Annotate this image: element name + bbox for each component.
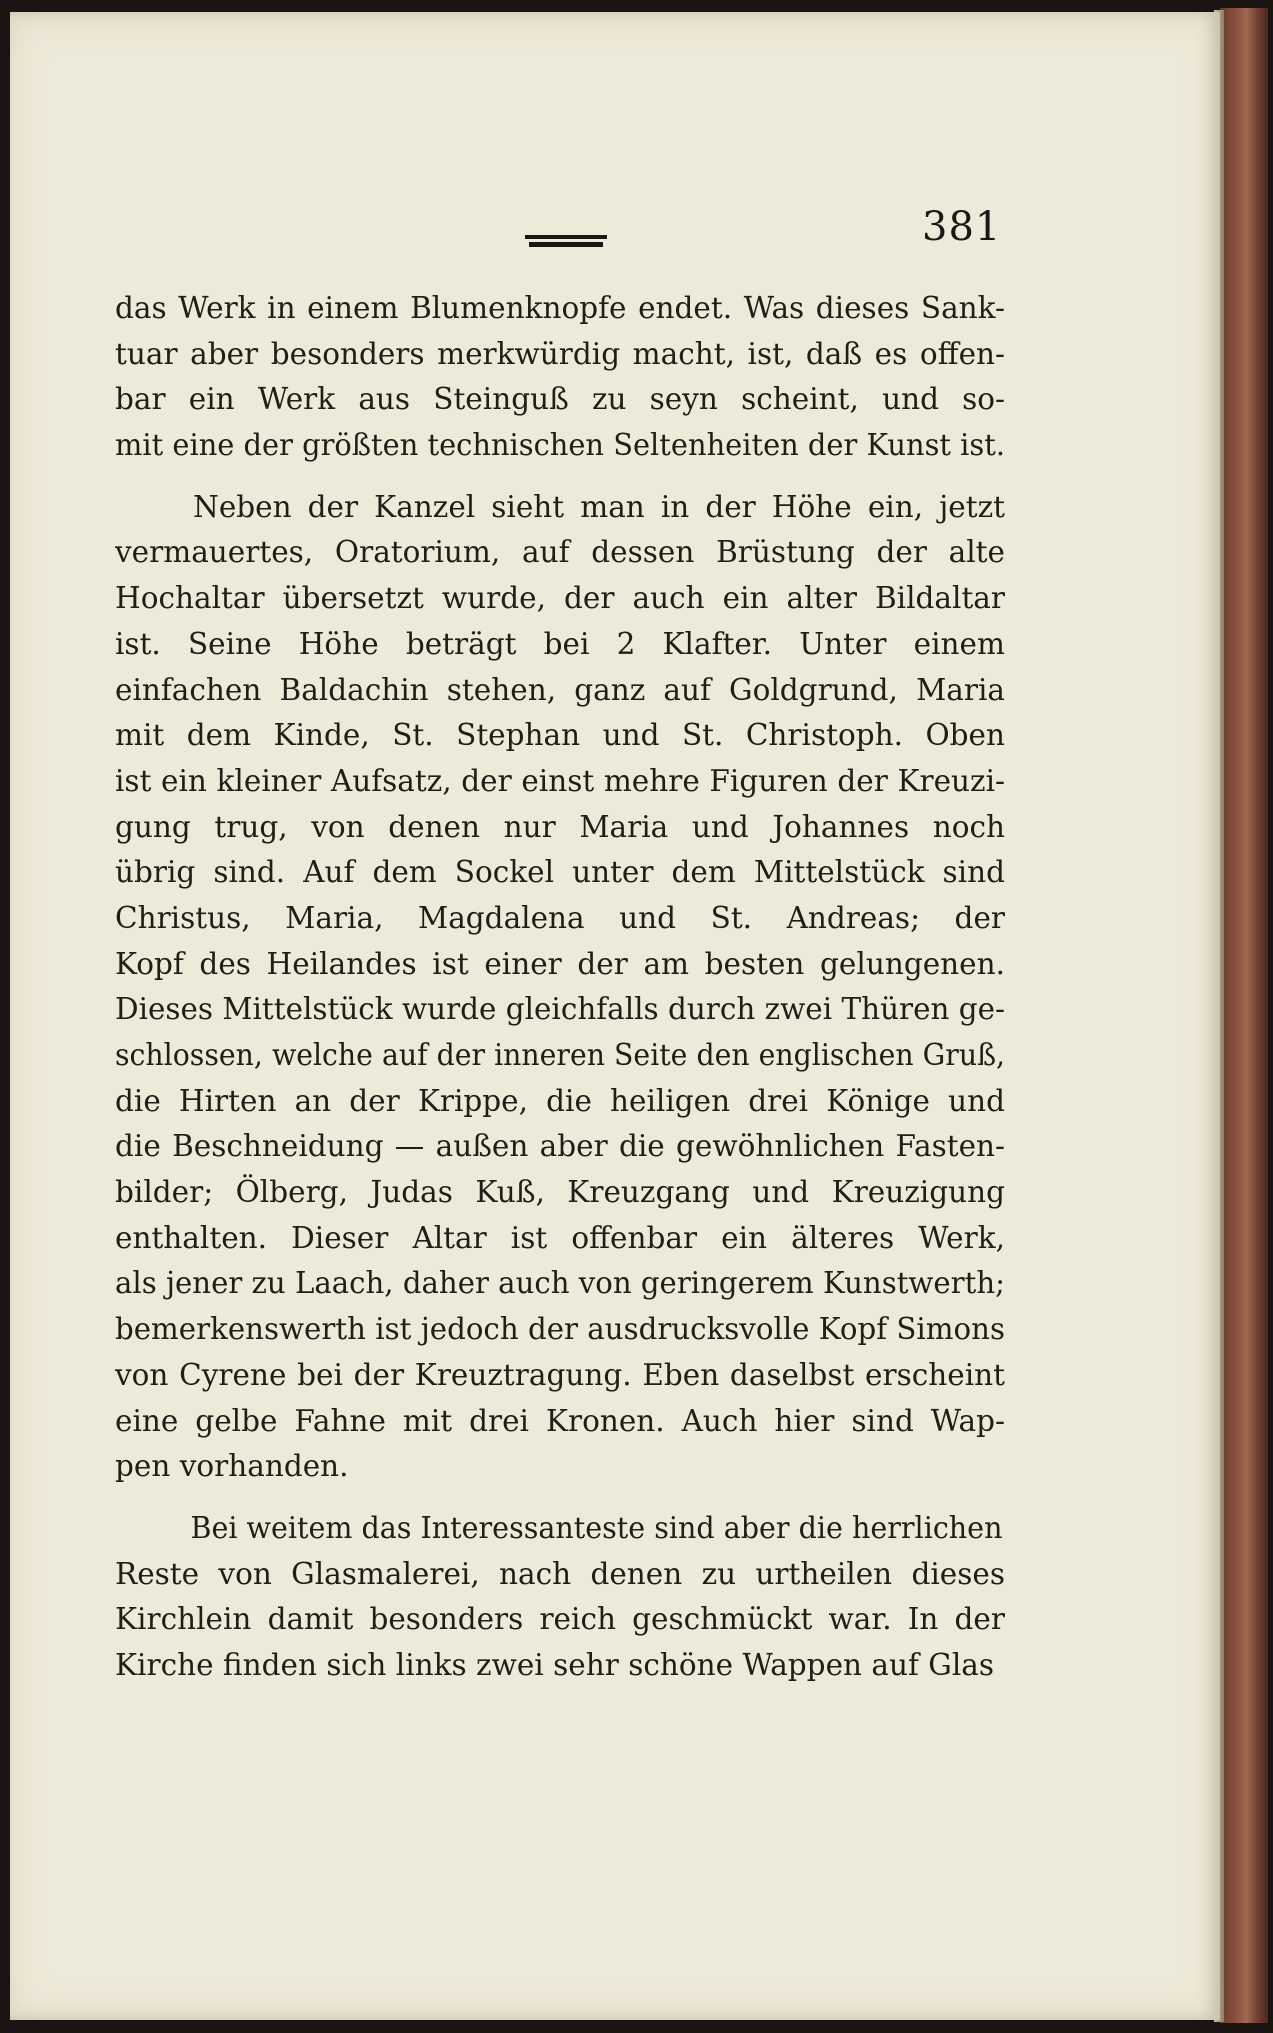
text-line: enthalten. Dieser Altar ist offenbar ein älteres Werk, [115, 1220, 1005, 1255]
text-line: ist ein kleiner Aufsatz, der einst mehre Figuren der Kreuzi- [115, 763, 1005, 798]
text-line: als jener zu Laach, daher auch von geringerem Kunstwerth; [115, 1266, 1005, 1301]
page-number: 381 [922, 204, 1002, 250]
paragraph [115, 286, 1005, 469]
paragraph [115, 485, 1005, 1490]
text-line: eine gelbe Fahne mit drei Kronen. Auch hier sind Wap- [115, 1403, 1005, 1438]
text-line: Kirchlein damit besonders reich geschmückt war. In der [115, 1602, 1005, 1637]
text-line: bar ein Werk aus Steinguß zu seyn scheint, und so- [115, 382, 1005, 417]
text-line: mit eine der größten technischen Seltenheiten der Kunst ist. [115, 428, 1006, 463]
text-line: Neben der Kanzel sieht man in der Höhe ein, jetzt [193, 489, 1005, 524]
text-line: das Werk in einem Blumenknopfe endet. Was dieses Sank- [115, 291, 1005, 325]
text-line: vermauertes, Oratorium, auf dessen Brüstung der alte [115, 535, 1005, 570]
body-text [115, 286, 1005, 1689]
text-line: schlossen, welche auf der inneren Seite den englischen Gruß, [115, 1038, 1006, 1072]
text-line: Kirche finden sich links zwei sehr schöne Wappen auf Glas [115, 1647, 995, 1682]
text-line: Dieses Mittelstück wurde gleichfalls durch zwei Thüren ge- [115, 992, 1006, 1027]
text-line: die Hirten an der Krippe, die heiligen drei Könige und [115, 1083, 1005, 1118]
paragraph [115, 1506, 1005, 1689]
text-line: einfachen Baldachin stehen, ganz auf Goldgrund, Maria [115, 672, 1005, 707]
text-line: übrig sind. Auf dem Sockel unter dem Mittelstück sind [115, 855, 1005, 890]
text-line: Reste von Glasmalerei, nach denen zu urtheilen dieses [115, 1556, 1005, 1591]
text-line: von Cyrene bei der Kreuztragung. Eben daselbst erscheint [115, 1357, 1005, 1392]
text-line: bemerkenswerth ist jedoch der ausdrucksvolle Kopf Simons [115, 1312, 1005, 1347]
text-line: ist. Seine Höhe beträgt bei 2 Klafter. Unter einem [115, 626, 1005, 661]
text-line: Christus, Maria, Magdalena und St. Andreas; der [115, 900, 1005, 935]
text-line: Hochaltar übersetzt wurde, der auch ein alter Bildaltar [115, 581, 1005, 616]
text-line: Bei weitem das Interessanteste sind aber die herrlichen [190, 1510, 1003, 1545]
book-spine [1220, 8, 1268, 2023]
text-line: pen vorhanden. [115, 1449, 349, 1484]
text-line: bilder; Ölberg, Judas Kuß, Kreuzgang und Kreuzigung [115, 1175, 1005, 1210]
text-line: mit dem Kinde, St. Stephan und St. Christoph. Oben [115, 718, 1005, 753]
text-line: gung trug, von denen nur Maria und Johannes noch [115, 809, 1005, 844]
text-line: tuar aber besonders merkwürdig macht, ist, daß es offen- [115, 336, 1005, 371]
header-rule [525, 235, 607, 247]
text-line: die Beschneidung — außen aber die gewöhnlichen Fasten- [115, 1129, 1005, 1164]
text-line: Kopf des Heilandes ist einer der am besten gelungenen. [115, 946, 1005, 981]
